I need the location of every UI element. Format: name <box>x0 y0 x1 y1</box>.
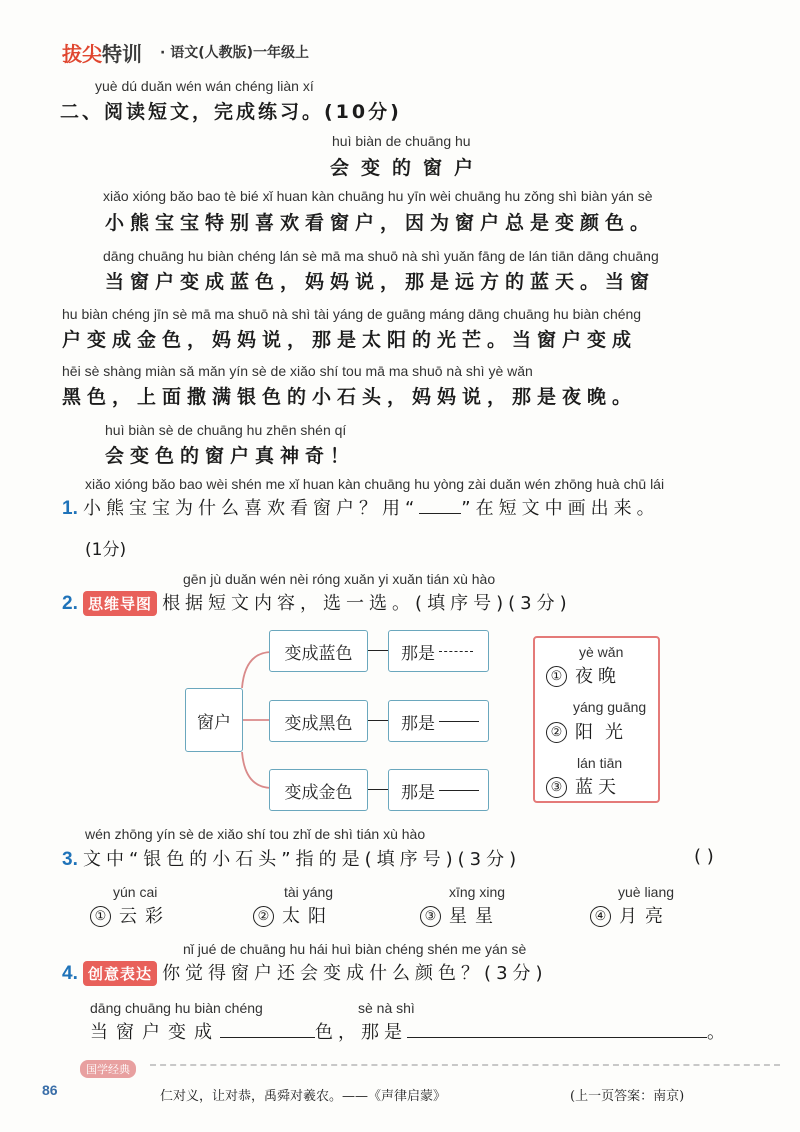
q1-pinyin: xiǎo xióng bǎo bao wèi shén me xǐ huan kàn chuāng hu yòng zài duǎn wén zhōng huà chū lái <box>85 476 665 492</box>
option-2-pinyin: yáng guāng <box>573 699 647 715</box>
q3-choice-4-text: 月亮 <box>619 906 671 927</box>
q3-choice-4-pinyin: yuè liang <box>618 884 675 900</box>
passage-line-5-pinyin: huì biàn sè de chuāng hu zhēn shén qí <box>105 422 347 438</box>
q3-choice-2-text: 太阳 <box>282 906 334 927</box>
q4-color-blank[interactable] <box>220 1037 315 1038</box>
option-3-mark: ③ <box>546 777 567 798</box>
section-title: 二、阅读短文，完成练习。(10分) <box>60 101 402 123</box>
option-3-pinyin: lán tiān <box>577 755 623 771</box>
answer-blue-prefix: 那是 <box>401 643 435 664</box>
answer-blue-blank[interactable] <box>439 651 473 652</box>
q2-tag-mindmap: 思维导图 <box>83 591 157 616</box>
q4-answer-line <box>90 1018 730 1044</box>
q1-text-a: 小熊宝宝为什么喜欢看窗户？用“ <box>82 498 420 519</box>
q3-choice-3-text: 星星 <box>449 906 501 927</box>
passage-line-2-pinyin: dāng chuāng hu biàn chéng lán sè mā ma shuō nà shì yuǎn fāng de lán tiān dāng chuāng <box>103 248 659 264</box>
brand-part-b: 特训 <box>102 42 142 66</box>
answer-box-black[interactable] <box>388 700 489 742</box>
passage-line-4-pinyin: hēi sè shàng miàn sǎ mǎn yín sè de xiǎo shí tou mā ma shuō nà shì yè wǎn <box>62 363 533 379</box>
q3-choice-1-mark: ① <box>90 906 111 927</box>
footer-badge: 国学经典 <box>80 1060 136 1078</box>
q4-tag-creative: 创意表达 <box>83 961 157 986</box>
q4 <box>62 959 548 986</box>
passage-line-4: 黑色，上面撒满银色的小石头，妈妈说，那是夜晚。 <box>62 386 638 408</box>
q1-number: 1. <box>62 498 78 519</box>
q3-choice-1-pinyin: yún cai <box>113 884 158 900</box>
option-2 <box>546 718 635 744</box>
passage-line-2: 当窗户变成蓝色，妈妈说，那是远方的蓝天。当窗 <box>105 271 656 293</box>
q3-number: 3. <box>62 849 78 870</box>
option-1-mark: ① <box>546 666 567 687</box>
passage-line-1: 小熊宝宝特别喜欢看窗户，因为窗户总是变颜色。 <box>105 212 656 234</box>
footer-quote: 仁对义，让对恭，禹舜对羲农。——《声律启蒙》 <box>160 1089 447 1104</box>
option-1 <box>546 662 621 688</box>
mindmap-branch-gold <box>269 769 368 811</box>
mindmap-branch-black <box>269 700 368 742</box>
passage-line-3-pinyin: hu biàn chéng jīn sè mā ma shuō nà shì tài yáng de guāng máng dāng chuāng hu biàn chéng <box>62 306 642 322</box>
q3-pinyin: wén zhōng yín sè de xiǎo shí tou zhǐ de shì tián xù hào <box>85 826 426 842</box>
passage-title: 会变的窗户 <box>330 157 486 179</box>
answer-box-blue[interactable] <box>388 630 489 672</box>
q4-answer-pinyin-b: sè nà shì <box>358 1000 415 1016</box>
passage-title-pinyin: huì biàn de chuāng hu <box>332 133 471 149</box>
q1 <box>62 494 660 520</box>
option-2-mark: ② <box>546 722 567 743</box>
q3-choice-4 <box>590 902 671 928</box>
arrow-line-3 <box>368 789 388 790</box>
page-number: 86 <box>42 1082 58 1098</box>
answer-gold-prefix: 那是 <box>401 782 435 803</box>
passage-line-1-pinyin: xiǎo xióng bǎo bao tè bié xǐ huan kàn chuāng hu yīn wèi chuāng hu zǒng shì biàn yán sè <box>103 188 653 204</box>
answer-black-prefix: 那是 <box>401 713 435 734</box>
q1-score: (1分) <box>85 540 127 560</box>
option-1-text: 夜晚 <box>575 666 621 687</box>
branch-gold-label: 变成金色 <box>284 782 353 803</box>
q4-text: 你觉得窗户还会变成什么颜色？(3分) <box>162 963 548 984</box>
q2-pinyin: gēn jù duǎn wén nèi róng xuǎn yi xuǎn tián xù hào <box>183 571 496 587</box>
q3-choice-4-mark: ④ <box>590 906 611 927</box>
q3-choice-2 <box>253 902 334 928</box>
passage-line-5: 会变色的窗户真神奇！ <box>105 445 356 467</box>
q1-underline-sample <box>419 513 461 514</box>
q4-pinyin: nǐ jué de chuāng hu hái huì biàn chéng shén me yán sè <box>183 941 527 957</box>
book-brand <box>62 38 142 67</box>
q4-number: 4. <box>62 963 78 984</box>
q1-text-b: ”在短文中画出来。 <box>461 498 660 519</box>
arrow-line-1 <box>368 650 388 651</box>
q4-answer-pinyin-a: dāng chuāng hu biàn chéng <box>90 1000 263 1016</box>
q3-choice-1 <box>90 902 171 928</box>
footer-divider <box>150 1064 780 1066</box>
section-pinyin: yuè dú duǎn wén wán chéng liàn xí <box>95 78 314 94</box>
option-3 <box>546 773 621 799</box>
q3-choice-2-mark: ② <box>253 906 274 927</box>
mindmap-center-node <box>185 688 243 752</box>
answer-black-blank[interactable] <box>439 721 479 722</box>
q3-choice-3 <box>420 902 501 928</box>
book-subtitle: · 语文(人教版)一年级上 <box>160 45 309 61</box>
q3 <box>62 845 521 871</box>
arrow-line-2 <box>368 720 388 721</box>
q2 <box>62 589 572 616</box>
q3-choice-2-pinyin: tài yáng <box>284 884 334 900</box>
footer-prev-answer: (上一页答案：南京) <box>570 1089 685 1104</box>
option-1-pinyin: yè wǎn <box>579 644 624 660</box>
option-2-text: 阳光 <box>575 722 635 743</box>
mindmap-branch-blue <box>269 630 368 672</box>
mindmap-center-label: 窗户 <box>197 712 231 733</box>
branch-black-label: 变成黑色 <box>284 713 353 734</box>
branch-blue-label: 变成蓝色 <box>284 643 353 664</box>
q3-text: 文中“银色的小石头”指的是(填序号)(3分) <box>82 849 522 870</box>
q4-description-blank[interactable] <box>407 1037 707 1038</box>
option-3-text: 蓝天 <box>575 777 621 798</box>
q3-choice-3-mark: ③ <box>420 906 441 927</box>
answer-box-gold[interactable] <box>388 769 489 811</box>
q3-choice-3-pinyin: xīng xing <box>449 884 506 900</box>
q4-answer-prefix: 当窗户变成 <box>90 1022 220 1043</box>
q2-number: 2. <box>62 593 78 614</box>
answer-gold-blank[interactable] <box>439 790 479 791</box>
brand-part-a: 拔尖 <box>62 42 102 66</box>
q4-answer-middle: 色，那是 <box>315 1022 407 1043</box>
q3-answer-paren[interactable]: ( ) <box>694 846 714 867</box>
q3-choice-1-text: 云彩 <box>119 906 171 927</box>
q4-answer-end: 。 <box>707 1022 730 1043</box>
q2-text: 根据短文内容，选一选。(填序号)(3分) <box>162 593 572 614</box>
passage-line-3: 户变成金色，妈妈说，那是太阳的光芒。当窗户变成 <box>62 329 638 351</box>
